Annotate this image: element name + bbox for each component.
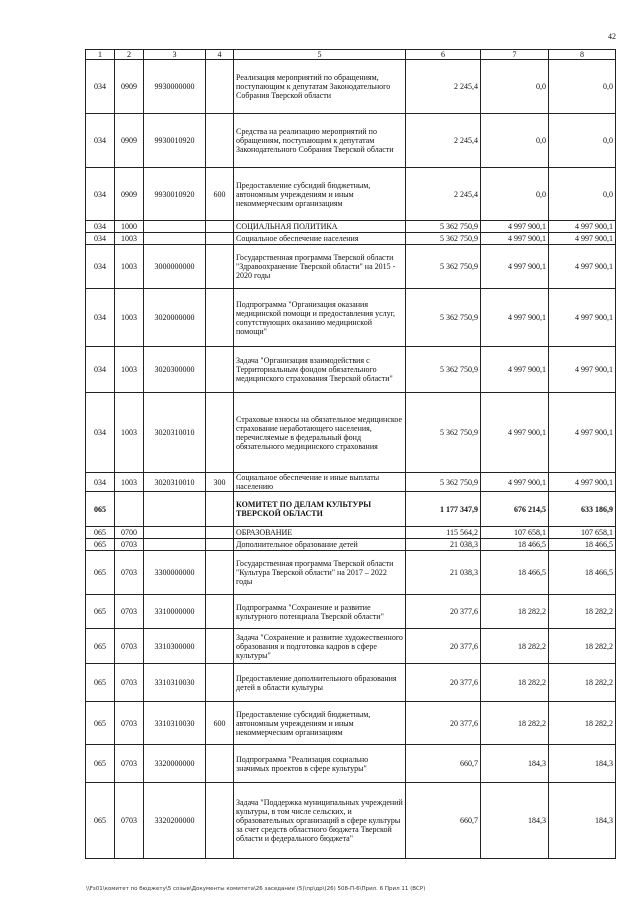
table-cell-col-5: КОМИТЕТ ПО ДЕЛАМ КУЛЬТУРЫ ТВЕРСКОЙ ОБЛАСТИ [234, 492, 406, 527]
table-cell-col-3: 9930000000 [144, 60, 206, 114]
table-cell-col-2: 0909 [115, 114, 144, 168]
table-cell-col-3: 3020000000 [144, 289, 206, 347]
table-cell-col-2: 1003 [115, 245, 144, 289]
table-row [86, 245, 616, 289]
table-cell-col-3 [144, 527, 206, 539]
table-cell-col-5: Государственная программа Тверской области "Здравоохранение Тверской области" на 2015 - 2020 годы [234, 245, 406, 289]
table-cell-col-1: 034 [86, 221, 115, 233]
table-cell-col-1: 034 [86, 233, 115, 245]
table-cell-col-6: 2 245,4 [406, 114, 481, 168]
table-row [86, 347, 616, 393]
table-cell-col-8: 18 282,2 [549, 702, 616, 745]
table-cell-col-8: 0,0 [549, 114, 616, 168]
table-cell-col-8: 18 466,5 [549, 551, 616, 595]
table-cell-col-1: 065 [86, 629, 115, 664]
table-row [86, 473, 616, 492]
table-cell-col-1: 065 [86, 492, 115, 527]
table-cell-col-7: 107 658,1 [481, 527, 549, 539]
table-cell-col-2: 1003 [115, 347, 144, 393]
table-row [86, 60, 616, 114]
table-cell-col-6: 20 377,6 [406, 702, 481, 745]
table-cell-col-2: 0700 [115, 527, 144, 539]
table-cell-col-8: 4 997 900,1 [549, 245, 616, 289]
table-cell-col-3: 3310310030 [144, 702, 206, 745]
footer-file-path: \\Fs01\комитет по бюджету\5 созыв\Документы комитета\26 заседание (5)\пр\др\(26) 508-П-6\Прил. 6 Прил 11 (ВСР) [86, 886, 426, 892]
table-cell-col-3: 3310310030 [144, 664, 206, 702]
table-cell-col-2: 0703 [115, 595, 144, 629]
table-cell-col-4 [206, 393, 234, 473]
header-col-3: 3 [144, 50, 206, 60]
table-cell-col-1: 034 [86, 60, 115, 114]
table-cell-col-2: 0703 [115, 551, 144, 595]
table-row [86, 664, 616, 702]
table-cell-col-4 [206, 492, 234, 527]
table-row [86, 168, 616, 221]
header-col-1: 1 [86, 50, 115, 60]
table-cell-col-6: 20 377,6 [406, 664, 481, 702]
table-cell-col-7: 0,0 [481, 114, 549, 168]
table-cell-col-8: 18 282,2 [549, 629, 616, 664]
header-col-7: 7 [481, 50, 549, 60]
table-cell-col-8: 0,0 [549, 168, 616, 221]
table-cell-col-1: 065 [86, 539, 115, 551]
table-cell-col-4 [206, 664, 234, 702]
table-cell-col-3: 3300000000 [144, 551, 206, 595]
table-cell-col-7: 184,3 [481, 783, 549, 859]
table-cell-col-8: 107 658,1 [549, 527, 616, 539]
table-cell-col-6: 1 177 347,9 [406, 492, 481, 527]
table-cell-col-1: 034 [86, 347, 115, 393]
table-cell-col-2: 0703 [115, 745, 144, 783]
table-cell-col-2: 0703 [115, 629, 144, 664]
table-cell-col-2: 1003 [115, 473, 144, 492]
table-cell-col-7: 18 282,2 [481, 702, 549, 745]
table-row [86, 551, 616, 595]
table-cell-col-6: 2 245,4 [406, 168, 481, 221]
table-cell-col-1: 065 [86, 551, 115, 595]
table-cell-col-8: 4 997 900,1 [549, 289, 616, 347]
header-col-5: 5 [234, 50, 406, 60]
table-cell-col-5: Предоставление дополнительного образования детей в области культуры [234, 664, 406, 702]
table-cell-col-7: 4 997 900,1 [481, 233, 549, 245]
table-cell-col-8: 633 186,9 [549, 492, 616, 527]
table-cell-col-8: 4 997 900,1 [549, 233, 616, 245]
table-cell-col-2: 1003 [115, 393, 144, 473]
table-cell-col-7: 4 997 900,1 [481, 393, 549, 473]
table-cell-col-3: 3310000000 [144, 595, 206, 629]
table-cell-col-4 [206, 233, 234, 245]
table-cell-col-5: Задача "Организация взаимодействия с Территориальным фондом обязательного медицинского страхования Тверской области" [234, 347, 406, 393]
table-row [86, 539, 616, 551]
table-cell-col-6: 660,7 [406, 783, 481, 859]
table-header-row [86, 50, 616, 60]
table-cell-col-7: 4 997 900,1 [481, 221, 549, 233]
header-col-4: 4 [206, 50, 234, 60]
table-cell-col-6: 20 377,6 [406, 629, 481, 664]
table-cell-col-5: Задача "Поддержка муниципальных учреждений культуры, в том числе сельских, и образовательных организаций в сфере культуры за счет средств областного бюджета Тверской области и федерального бюджета" [234, 783, 406, 859]
table-cell-col-8: 0,0 [549, 60, 616, 114]
table-cell-col-5: Подпрограмма "Реализация социально значимых проектов в сфере культуры" [234, 745, 406, 783]
header-col-6: 6 [406, 50, 481, 60]
table-cell-col-5: Реализация мероприятий по обращениям, поступающим к депутатам Законодательного Собрания Тверской области [234, 60, 406, 114]
header-col-8: 8 [549, 50, 616, 60]
table-cell-col-3: 3310300000 [144, 629, 206, 664]
table-cell-col-4 [206, 245, 234, 289]
table-cell-col-3: 3020310010 [144, 473, 206, 492]
table-row [86, 289, 616, 347]
table-row [86, 114, 616, 168]
table-cell-col-7: 676 214,5 [481, 492, 549, 527]
table-cell-col-2: 1000 [115, 221, 144, 233]
table-cell-col-6: 660,7 [406, 745, 481, 783]
table-cell-col-3 [144, 233, 206, 245]
table-cell-col-2: 0909 [115, 168, 144, 221]
table-cell-col-2: 0703 [115, 702, 144, 745]
table-cell-col-2: 0909 [115, 60, 144, 114]
table-cell-col-1: 065 [86, 527, 115, 539]
table-cell-col-5: ОБРАЗОВАНИЕ [234, 527, 406, 539]
table-cell-col-6: 2 245,4 [406, 60, 481, 114]
table-cell-col-8: 4 997 900,1 [549, 473, 616, 492]
table-cell-col-7: 18 466,5 [481, 539, 549, 551]
table-cell-col-5: Государственная программа Тверской области "Культура Тверской области" на 2017 – 2022 годы [234, 551, 406, 595]
table-cell-col-3: 3020300000 [144, 347, 206, 393]
table-cell-col-4: 600 [206, 702, 234, 745]
table-cell-col-7: 0,0 [481, 168, 549, 221]
table-cell-col-5: Дополнительное образование детей [234, 539, 406, 551]
table-cell-col-3: 3000000000 [144, 245, 206, 289]
table-cell-col-5: Подпрограмма "Организация оказания медицинской помощи и предоставления услуг, сопутствующих оказанию медицинской помощи" [234, 289, 406, 347]
table-cell-col-6: 21 038,3 [406, 551, 481, 595]
table-cell-col-1: 034 [86, 245, 115, 289]
table-cell-col-8: 18 282,2 [549, 664, 616, 702]
table-cell-col-6: 20 377,6 [406, 595, 481, 629]
table-cell-col-4 [206, 347, 234, 393]
table-cell-col-4: 300 [206, 473, 234, 492]
table-cell-col-3 [144, 221, 206, 233]
table-cell-col-5: Подпрограмма "Сохранение и развитие культурного потенциала Тверской области" [234, 595, 406, 629]
table-row [86, 745, 616, 783]
table-cell-col-7: 18 282,2 [481, 664, 549, 702]
table-cell-col-8: 4 997 900,1 [549, 221, 616, 233]
table-cell-col-5: Предоставление субсидий бюджетным, автономным учреждениям и иным некоммерческим организациям [234, 702, 406, 745]
table-cell-col-2 [115, 492, 144, 527]
table-cell-col-7: 4 997 900,1 [481, 347, 549, 393]
table-cell-col-6: 5 362 750,9 [406, 393, 481, 473]
table-cell-col-4 [206, 527, 234, 539]
table-cell-col-2: 1003 [115, 289, 144, 347]
table-cell-col-4 [206, 595, 234, 629]
table-cell-col-5: Социальное обеспечение и иные выплаты населению [234, 473, 406, 492]
table-cell-col-4 [206, 289, 234, 347]
table-cell-col-3 [144, 539, 206, 551]
header-col-2: 2 [115, 50, 144, 60]
table-cell-col-3: 3320000000 [144, 745, 206, 783]
table-cell-col-5: Социальное обеспечение населения [234, 233, 406, 245]
table-cell-col-5: Страховые взносы на обязательное медицинское страхование неработающего населения, перечисляемые в федеральный фонд обязательного медицинского страхования [234, 393, 406, 473]
table-cell-col-4 [206, 539, 234, 551]
table-cell-col-6: 5 362 750,9 [406, 245, 481, 289]
table-cell-col-7: 18 282,2 [481, 595, 549, 629]
table-row [86, 595, 616, 629]
table-cell-col-8: 184,3 [549, 783, 616, 859]
table-cell-col-1: 034 [86, 473, 115, 492]
table-cell-col-3: 3320200000 [144, 783, 206, 859]
table-row [86, 527, 616, 539]
table-cell-col-1: 065 [86, 783, 115, 859]
table-cell-col-5: Средства на реализацию мероприятий по обращениям, поступающим к депутатам Законодательного Собрания Тверской области [234, 114, 406, 168]
table-cell-col-8: 184,3 [549, 745, 616, 783]
table-cell-col-8: 18 282,2 [549, 595, 616, 629]
table-cell-col-2: 0703 [115, 539, 144, 551]
table-cell-col-3: 9930010920 [144, 168, 206, 221]
budget-table [85, 49, 616, 859]
table-cell-col-1: 034 [86, 393, 115, 473]
table-cell-col-8: 18 466,5 [549, 539, 616, 551]
table-cell-col-4: 600 [206, 168, 234, 221]
table-cell-col-3: 3020310010 [144, 393, 206, 473]
table-cell-col-4 [206, 221, 234, 233]
table-row [86, 783, 616, 859]
table-cell-col-7: 4 997 900,1 [481, 245, 549, 289]
table-cell-col-1: 034 [86, 114, 115, 168]
table-row [86, 629, 616, 664]
table-row [86, 233, 616, 245]
table-cell-col-6: 5 362 750,9 [406, 221, 481, 233]
table-cell-col-1: 034 [86, 289, 115, 347]
table-cell-col-4 [206, 114, 234, 168]
table-cell-col-7: 18 466,5 [481, 551, 549, 595]
table-row [86, 702, 616, 745]
table-cell-col-8: 4 997 900,1 [549, 393, 616, 473]
table-cell-col-2: 0703 [115, 664, 144, 702]
table-cell-col-1: 065 [86, 664, 115, 702]
table-cell-col-6: 115 564,2 [406, 527, 481, 539]
table-cell-col-4 [206, 551, 234, 595]
table-cell-col-4 [206, 629, 234, 664]
table-cell-col-4 [206, 745, 234, 783]
table-cell-col-6: 5 362 750,9 [406, 289, 481, 347]
table-cell-col-6: 5 362 750,9 [406, 233, 481, 245]
table-cell-col-5: Задача "Сохранение и развитие художественного образования и подготовка кадров в сфере культуры" [234, 629, 406, 664]
table-cell-col-4 [206, 783, 234, 859]
table-cell-col-6: 21 038,3 [406, 539, 481, 551]
table-cell-col-5: Предоставление субсидий бюджетным, автономным учреждениям и иным некоммерческим организациям [234, 168, 406, 221]
table-cell-col-6: 5 362 750,9 [406, 347, 481, 393]
table-cell-col-2: 1003 [115, 233, 144, 245]
table-cell-col-7: 184,3 [481, 745, 549, 783]
table-cell-col-7: 4 997 900,1 [481, 473, 549, 492]
table-cell-col-3 [144, 492, 206, 527]
page-number: 42 [608, 32, 616, 41]
table-cell-col-4 [206, 60, 234, 114]
table-cell-col-1: 034 [86, 168, 115, 221]
table-row [86, 492, 616, 527]
table-cell-col-1: 065 [86, 595, 115, 629]
table-row [86, 221, 616, 233]
table-cell-col-5: СОЦИАЛЬНАЯ ПОЛИТИКА [234, 221, 406, 233]
table-cell-col-6: 5 362 750,9 [406, 473, 481, 492]
table-cell-col-7: 18 282,2 [481, 629, 549, 664]
table-cell-col-3: 9930010920 [144, 114, 206, 168]
table-row [86, 393, 616, 473]
table-cell-col-8: 4 997 900,1 [549, 347, 616, 393]
table-cell-col-7: 4 997 900,1 [481, 289, 549, 347]
table-cell-col-1: 065 [86, 702, 115, 745]
table-cell-col-7: 0,0 [481, 60, 549, 114]
table-cell-col-1: 065 [86, 745, 115, 783]
table-cell-col-2: 0703 [115, 783, 144, 859]
